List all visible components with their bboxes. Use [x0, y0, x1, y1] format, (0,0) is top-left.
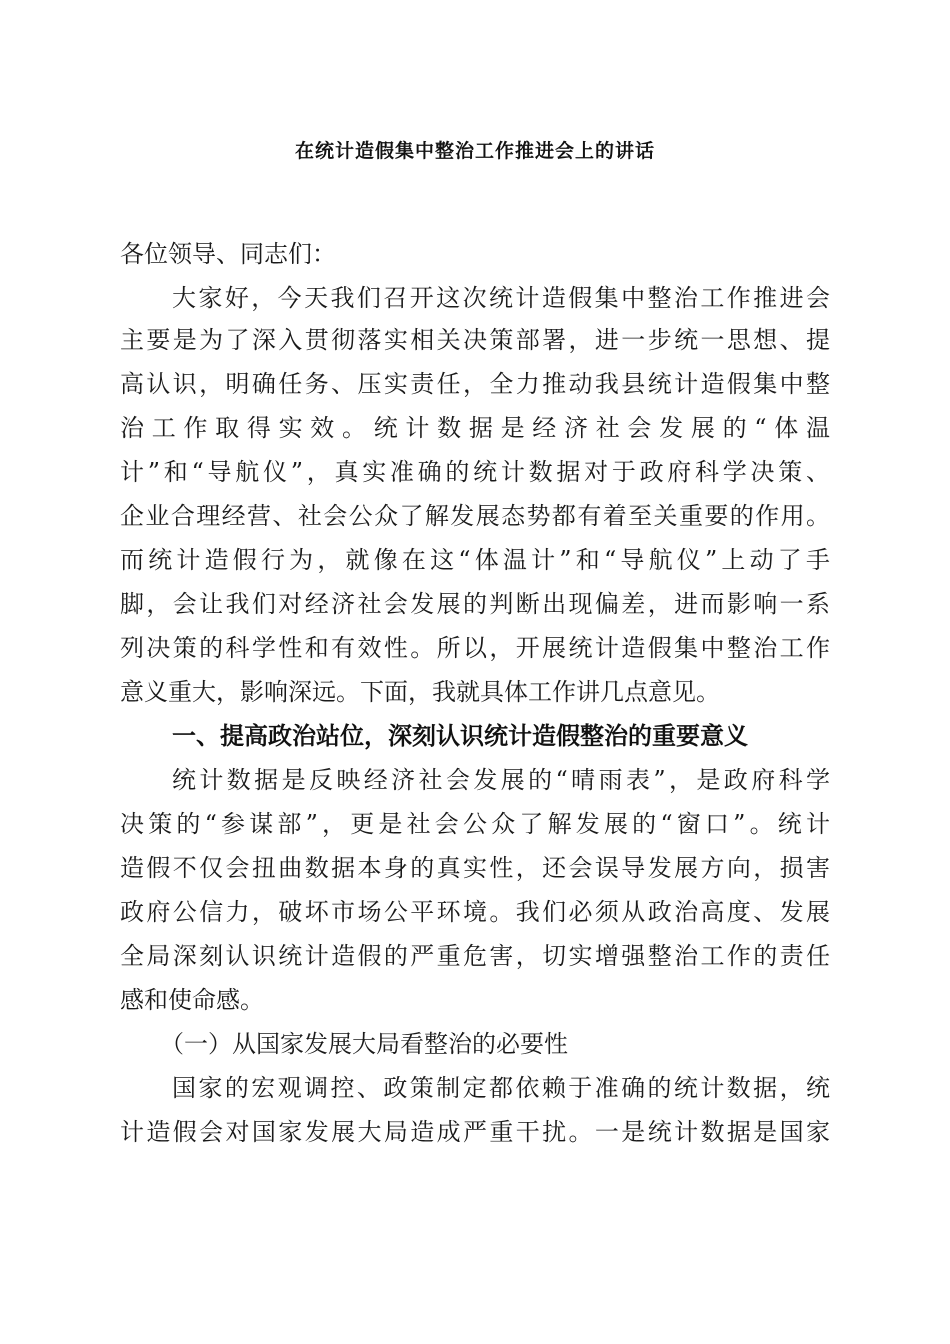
- paragraph-line: 计”和“导航仪”，真实准确的统计数据对于政府科学决策、: [120, 458, 830, 486]
- paragraph-line: 政府公信力，破坏市场公平环境。我们必须从政治高度、发展: [120, 898, 830, 926]
- paragraph-line: 造假不仅会扭曲数据本身的真实性，还会误导发展方向，损害: [120, 854, 830, 882]
- salutation: 各位领导、同志们：: [120, 240, 336, 268]
- paragraph-line: 国家的宏观调控、政策制定都依赖于准确的统计数据，统: [172, 1074, 830, 1102]
- subsection-heading: （一）从国家发展大局看整治的必要性: [160, 1030, 568, 1058]
- paragraph-line: 感和使命感。: [120, 986, 264, 1014]
- paragraph-line: 计造假会对国家发展大局造成严重干扰。一是统计数据是国家: [120, 1118, 830, 1146]
- paragraph-line: 全局深刻认识统计造假的严重危害，切实增强整治工作的责任: [120, 942, 830, 970]
- section-heading: 一、提高政治站位，深刻认识统计造假整治的重要意义: [172, 722, 748, 750]
- paragraph-line: 而统计造假行为，就像在这“体温计”和“导航仪”上动了手: [120, 546, 830, 574]
- paragraph-line: 大家好，今天我们召开这次统计造假集中整治工作推进会: [172, 284, 830, 312]
- paragraph-line: 列决策的科学性和有效性。所以，开展统计造假集中整治工作: [120, 634, 830, 662]
- paragraph-line: 治工作取得实效。统计数据是经济社会发展的“体温: [120, 414, 830, 442]
- paragraph-line: 企业合理经营、社会公众了解发展态势都有着至关重要的作用。: [120, 502, 830, 530]
- paragraph-line: 高认识，明确任务、压实责任，全力推动我县统计造假集中整: [120, 370, 830, 398]
- document-title: 在统计造假集中整治工作推进会上的讲话: [294, 140, 655, 162]
- paragraph-line: 脚，会让我们对经济社会发展的判断出现偏差，进而影响一系: [120, 590, 830, 618]
- paragraph-line: 统计数据是反映经济社会发展的“晴雨表”，是政府科学: [172, 766, 830, 794]
- paragraph-line: 意义重大，影响深远。下面，我就具体工作讲几点意见。: [120, 678, 720, 706]
- paragraph-line: 决策的“参谋部”，更是社会公众了解发展的“窗口”。统计: [120, 810, 830, 838]
- paragraph-line: 主要是为了深入贯彻落实相关决策部署，进一步统一思想、提: [120, 326, 830, 354]
